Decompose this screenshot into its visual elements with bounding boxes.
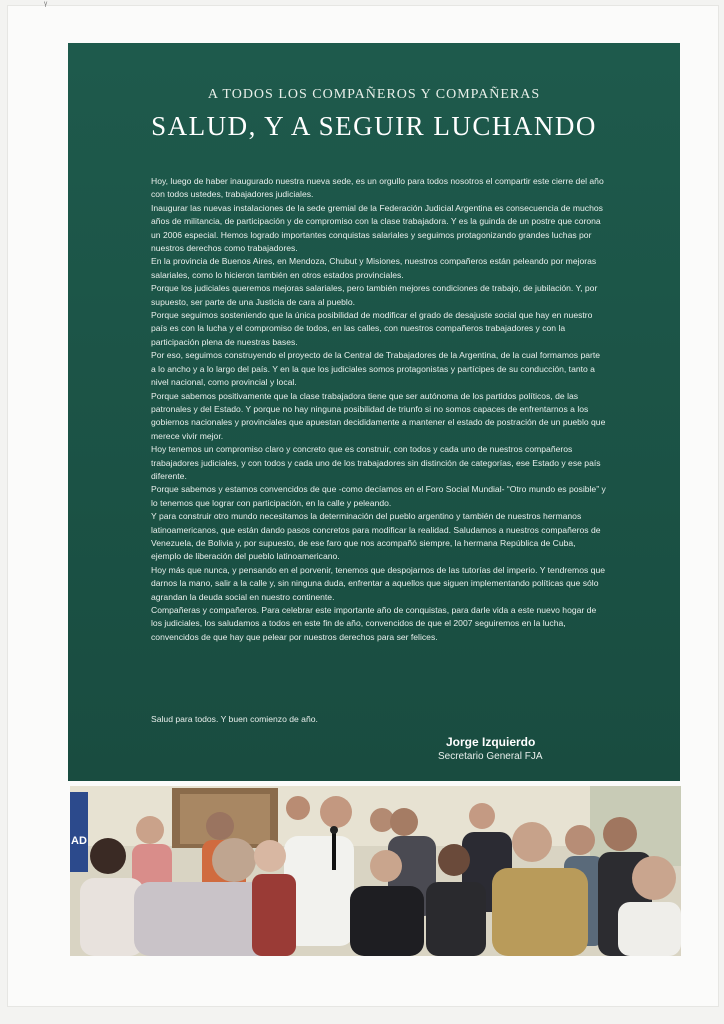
paragraph: Y para construir otro mundo necesitamos la determinación del pueblo argentino y también de nuestros hermanos latinoamericanos, que están dando pasos concretos para modificar la realidad. Saludamos a nuestros compañeros de Venezuela, de Bolivia y, por supuesto, de ese faro que nos acompañó siempre, la hermana República de Cuba, ejemplo de liberación del pueblo latinoamericano. — [151, 511, 601, 562]
group-photo — [70, 786, 681, 956]
paragraph: Porque los judiciales queremos mejoras salariales, pero también mejores condiciones de trabajo, de jubilación. Y, por supuesto, ser parte de una Justicia de cara al pueblo. — [151, 283, 598, 307]
kicker: A TODOS LOS COMPAÑEROS Y COMPAÑERAS — [207, 87, 541, 102]
paragraph: En la provincia de Buenos Aires, en Mendoza, Chubut y Misiones, nuestros compañeros están peleando por mejoras salariales, como lo hicieron también en otros estados provinciales. — [151, 256, 597, 280]
paragraph: Porque seguimos sosteniendo que la única posibilidad de modificar el grado de desajuste social que hay en nuestro país es con la lucha y el compromiso de todos, en las calles, con nuestros compañeros trabajadores y con la participación plena de nuestras bases. — [151, 310, 593, 347]
letter-panel — [68, 43, 680, 781]
poster-text: AD — [71, 835, 87, 847]
paragraph: Porque sabemos y estamos convencidos de que -como decíamos en el Foro Social Mundial- “Otro mundo es posible” y lo tenemos que lograr con participación, en la calle y peleando. — [151, 484, 606, 508]
signer-name: Jorge Izquierdo — [446, 735, 536, 749]
paragraph: Compañeras y compañeros. Para celebrar este importante año de conquistas, para darle vida a este nuevo hogar de los judiciales, los saludamos a todos en este fin de año, convencidos de que el 2007 seguiremos en la lucha, convencidos de que hay que pelear por nuestros derechos para ser felices. — [151, 605, 597, 642]
signer-role: Secretario General FJA — [438, 751, 543, 762]
paragraph: Hoy, luego de haber inaugurado nuestra nueva sede, es un orgullo para todos nosotros el compartir este cierre del año con todos ustedes, trabajadores judiciales. — [151, 176, 604, 200]
headline: SALUD, Y A SEGUIR LUCHANDO — [151, 111, 597, 141]
paragraph: Porque sabemos positivamente que la clase trabajadora tiene que ser autónoma de los partidos políticos, de las patronales y del Estado. Y porque no hay ninguna posibilidad de triunfo si no somos capaces de enfrentarnos a los gobiernos nacionales y provinciales que apuestan decididamente a mantener el estado de postración de un pueblo que merece vivir mejor. — [151, 390, 606, 441]
closing-line: Salud para todos. Y buen comienzo de año. — [151, 714, 318, 724]
paragraph: Hoy tenemos un compromiso claro y concreto que es construir, con todos y cada uno de nuestros compañeros trabajadores judiciales, y con todos y cada uno de los trabajadores sin distinción de categorías, ese Estado y ese país diferente. — [151, 444, 601, 481]
letter-body — [151, 175, 606, 644]
poster — [70, 792, 88, 872]
paragraph: Hoy más que nunca, y pensando en el porvenir, tenemos que despojarnos de las tutorías del imperio. Y tendremos que darnos la mano, salir a la calle y, sin ninguna duda, enfrentar a aquellos que siguen implementando políticas que sólo agrandan la deuda social en nuestro continente. — [151, 564, 605, 602]
scan-mark: ᵞ — [44, 0, 48, 11]
paragraph: Por eso, seguimos construyendo el proyecto de la Central de Trabajadores de la Argentina, de la cual formamos parte a lo ancho y a lo largo del país. Y en la que los judiciales somos protagonistas y partícipes de su conducción, tanto a nivel nacional, como provincial y local. — [151, 350, 601, 388]
paragraph: Inaugurar las nuevas instalaciones de la sede gremial de la Federación Judicial Argentina es consecuencia de muchos años de militancia, de participación y de compromiso con la clase trabajadora. Y es la guinda de un postre que corona un 2006 especial. Hemos logrado importantes conquistas salariales y seguimos protagonizando grandes luchas por nuestros derechos como trabajadores. — [151, 202, 603, 254]
